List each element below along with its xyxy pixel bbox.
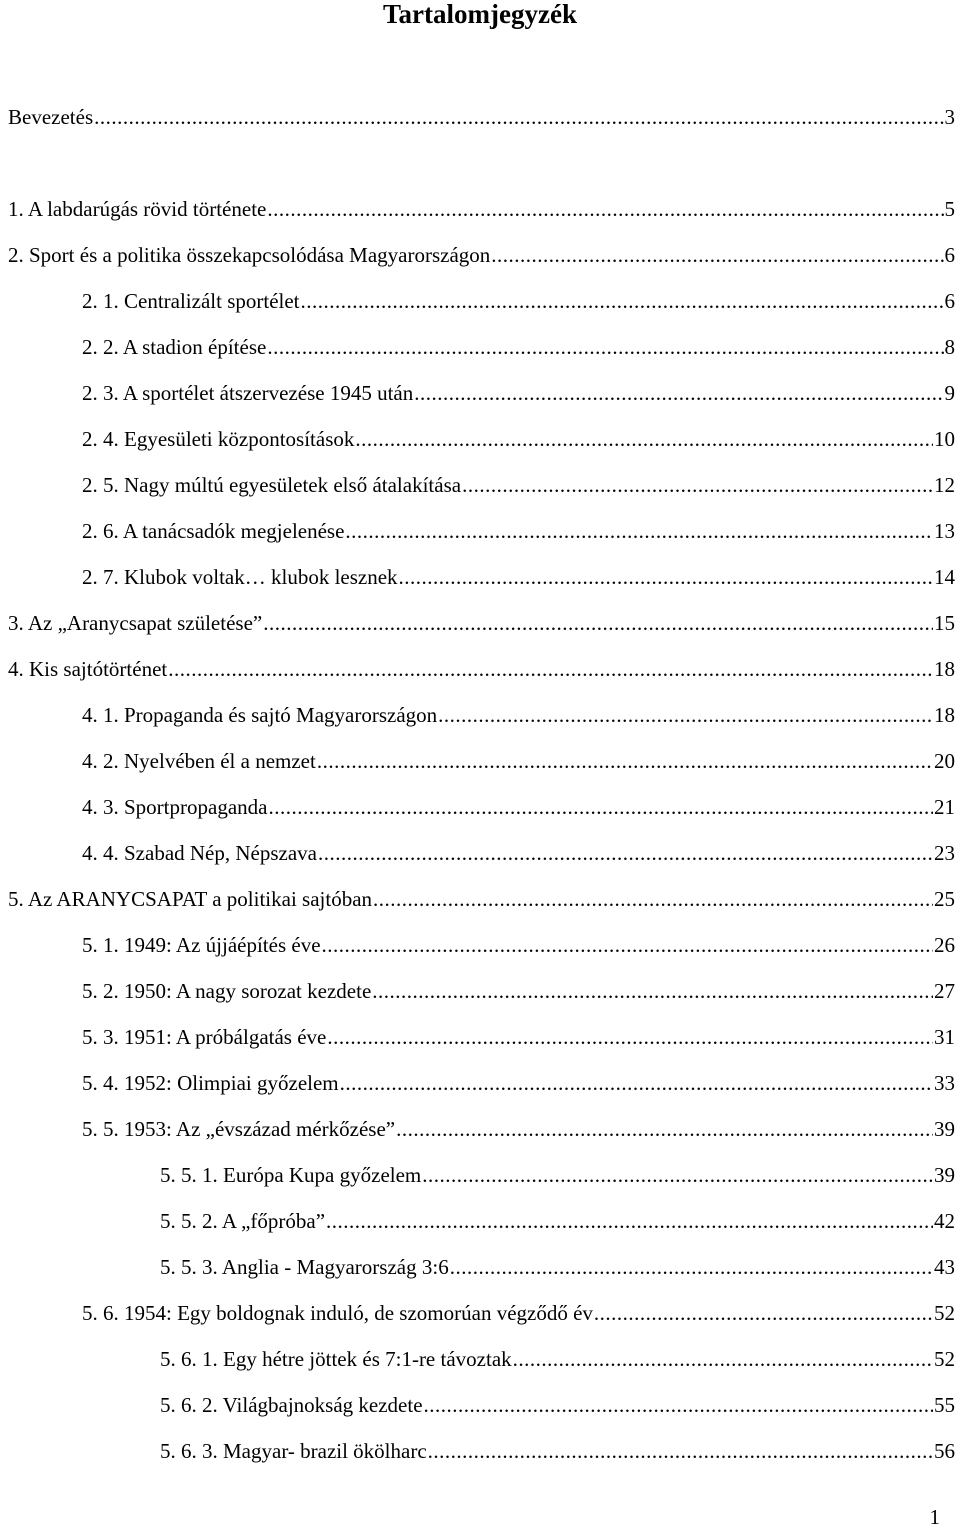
toc-entry[interactable]	[82, 928, 955, 958]
page-title: Tartalomjegyzék	[383, 0, 577, 29]
toc-entry-page: 33	[934, 1071, 955, 1095]
toc-entry-page: 12	[934, 473, 955, 497]
toc-leader-dots	[327, 1024, 933, 1050]
toc-entry-page: 5	[944, 197, 955, 221]
toc-entry-label: 2. Sport és a politika összekapcsolódása Magyarországon	[8, 243, 491, 267]
toc-leader-dots	[396, 1116, 933, 1142]
toc-entry-label: 4. 2. Nyelvében él a nemzet	[82, 749, 316, 773]
toc-leader-dots	[268, 794, 933, 820]
toc-entry[interactable]	[8, 192, 955, 222]
toc-leader-dots	[424, 1392, 933, 1418]
toc-entry[interactable]	[82, 560, 955, 590]
toc-entry[interactable]	[8, 238, 955, 268]
toc-entry-label: 5. 6. 1954: Egy boldognak induló, de szomorúan végződő év	[82, 1301, 593, 1325]
toc-entry-label: 5. 6. 3. Magyar- brazil ökölharc	[160, 1439, 427, 1463]
toc-entry-label: 4. 4. Szabad Nép, Népszava	[82, 841, 317, 865]
toc-leader-dots	[326, 1208, 933, 1234]
toc-entry[interactable]	[160, 1158, 955, 1188]
toc-entry[interactable]	[82, 514, 955, 544]
toc-entry-page: 31	[934, 1025, 955, 1049]
toc-entry-label: 2. 4. Egyesületi központosítások	[82, 427, 355, 451]
toc-entry-label: 2. 6. A tanácsadók megjelenése	[82, 519, 345, 543]
toc-entry-page: 20	[934, 749, 955, 773]
toc-entry[interactable]	[82, 836, 955, 866]
toc-entry[interactable]	[8, 652, 955, 682]
toc-entry[interactable]	[8, 606, 955, 636]
toc-leader-dots	[399, 564, 933, 590]
toc-entry-page: 14	[934, 565, 955, 589]
toc-entry[interactable]	[160, 1388, 955, 1418]
toc-leader-dots	[318, 840, 933, 866]
toc-entry-label: 5. 2. 1950: A nagy sorozat kezdete	[82, 979, 372, 1003]
toc-entry-page: 18	[934, 657, 955, 681]
toc-leader-dots	[267, 334, 943, 360]
toc-leader-dots	[513, 1346, 933, 1372]
toc-entry[interactable]	[160, 1342, 955, 1372]
toc-leader-dots	[491, 242, 943, 268]
toc-leader-dots	[373, 886, 933, 912]
toc-entry-label: 2. 7. Klubok voltak… klubok lesznek	[82, 565, 398, 589]
toc-entry-page: 13	[934, 519, 955, 543]
toc-entry-page: 6	[944, 243, 955, 267]
toc-entry-label: 5. 5. 1953: Az „évszázad mérkőzése”	[82, 1117, 396, 1141]
toc-leader-dots	[414, 380, 943, 406]
toc-entry-label: 3. Az „Aranycsapat születése”	[8, 611, 263, 635]
toc-entry[interactable]	[82, 284, 955, 314]
toc-entry-page: 25	[934, 887, 955, 911]
toc-entry-page: 52	[934, 1301, 955, 1325]
toc-entry-label: 5. 1. 1949: Az újjáépítés éve	[82, 933, 321, 957]
toc-leader-dots	[94, 104, 943, 130]
toc-entry-label: 5. 5. 2. A „főpróba”	[160, 1209, 326, 1233]
toc-entry-page: 55	[934, 1393, 955, 1417]
toc-entry-label: Bevezetés	[8, 105, 94, 129]
toc-entry-label: 5. 5. 1. Európa Kupa győzelem	[160, 1163, 422, 1187]
toc-entry-label: 5. 6. 2. Világbajnokság kezdete	[160, 1393, 423, 1417]
toc-entry-page: 52	[934, 1347, 955, 1371]
toc-leader-dots	[462, 472, 933, 498]
toc-leader-dots	[267, 196, 943, 222]
toc-leader-dots	[438, 702, 933, 728]
toc-entry[interactable]	[82, 330, 955, 360]
toc-entry[interactable]	[160, 1204, 955, 1234]
toc-entry-page: 42	[934, 1209, 955, 1233]
toc-entry[interactable]	[82, 468, 955, 498]
toc-entry-page: 10	[934, 427, 955, 451]
toc-entry-page: 3	[944, 105, 955, 129]
toc-entry-label: 4. 3. Sportpropaganda	[82, 795, 268, 819]
toc-leader-dots	[263, 610, 933, 636]
toc-leader-dots	[322, 932, 933, 958]
toc-leader-dots	[450, 1254, 933, 1280]
toc-entry-page: 39	[934, 1117, 955, 1141]
toc-entry[interactable]	[82, 698, 955, 728]
toc-entry-label: 1. A labdarúgás rövid története	[8, 197, 267, 221]
toc-entry-label: 2. 5. Nagy múltú egyesületek első átalakítása	[82, 473, 462, 497]
toc-entry-label: 4. Kis sajtótörténet	[8, 657, 168, 681]
toc-entry[interactable]	[82, 1296, 955, 1326]
toc-entry[interactable]	[160, 1250, 955, 1280]
toc-entry-label: 2. 3. A sportélet átszervezése 1945 után	[82, 381, 414, 405]
toc-entry-page: 56	[934, 1439, 955, 1463]
toc-entry-label: 2. 2. A stadion építése	[82, 335, 267, 359]
toc-entry-page: 9	[944, 381, 955, 405]
toc-leader-dots	[345, 518, 933, 544]
toc-entry-page: 26	[934, 933, 955, 957]
toc-leader-dots	[317, 748, 933, 774]
toc-leader-dots	[355, 426, 933, 452]
toc-entry[interactable]	[82, 790, 955, 820]
toc-entry[interactable]	[82, 974, 955, 1004]
toc-entry-label: 5. 3. 1951: A próbálgatás éve	[82, 1025, 327, 1049]
toc-entry[interactable]	[82, 744, 955, 774]
toc-leader-dots	[340, 1070, 933, 1096]
toc-entry[interactable]	[8, 882, 955, 912]
toc-entry[interactable]	[82, 1020, 955, 1050]
toc-leader-dots	[301, 288, 944, 314]
toc-entry[interactable]	[82, 422, 955, 452]
toc-entry-page: 23	[934, 841, 955, 865]
toc-entry-page: 8	[944, 335, 955, 359]
toc-leader-dots	[372, 978, 933, 1004]
toc-entry-label: 2. 1. Centralizált sportélet	[82, 289, 300, 313]
toc-entry[interactable]	[82, 1066, 955, 1096]
toc-entry[interactable]	[82, 376, 955, 406]
toc-entry-label: 5. 4. 1952: Olimpiai győzelem	[82, 1071, 339, 1095]
toc-entry-page: 6	[944, 289, 955, 313]
toc-entry[interactable]	[160, 1434, 955, 1464]
toc-leader-dots	[594, 1300, 933, 1326]
toc-entry-label: 5. Az ARANYCSAPAT a politikai sajtóban	[8, 887, 373, 911]
toc-entry-page: 15	[934, 611, 955, 635]
toc-entry-label: 4. 1. Propaganda és sajtó Magyarországon	[82, 703, 438, 727]
toc-leader-dots	[168, 656, 933, 682]
toc-leader-dots	[422, 1162, 933, 1188]
toc-entry-label: 5. 6. 1. Egy hétre jöttek és 7:1-re távoztak	[160, 1347, 512, 1371]
toc-entry[interactable]	[82, 1112, 955, 1142]
toc-entry-page: 18	[934, 703, 955, 727]
toc-entry-page: 27	[934, 979, 955, 1003]
toc-entry-label: 5. 5. 3. Anglia - Magyarország 3:6	[160, 1255, 449, 1279]
toc-leader-dots	[428, 1438, 933, 1464]
toc-entry-page: 43	[934, 1255, 955, 1279]
toc-entry-page: 39	[934, 1163, 955, 1187]
toc-entry[interactable]	[8, 100, 955, 130]
toc-entry-page: 21	[934, 795, 955, 819]
page-number: 1	[929, 1505, 940, 1529]
